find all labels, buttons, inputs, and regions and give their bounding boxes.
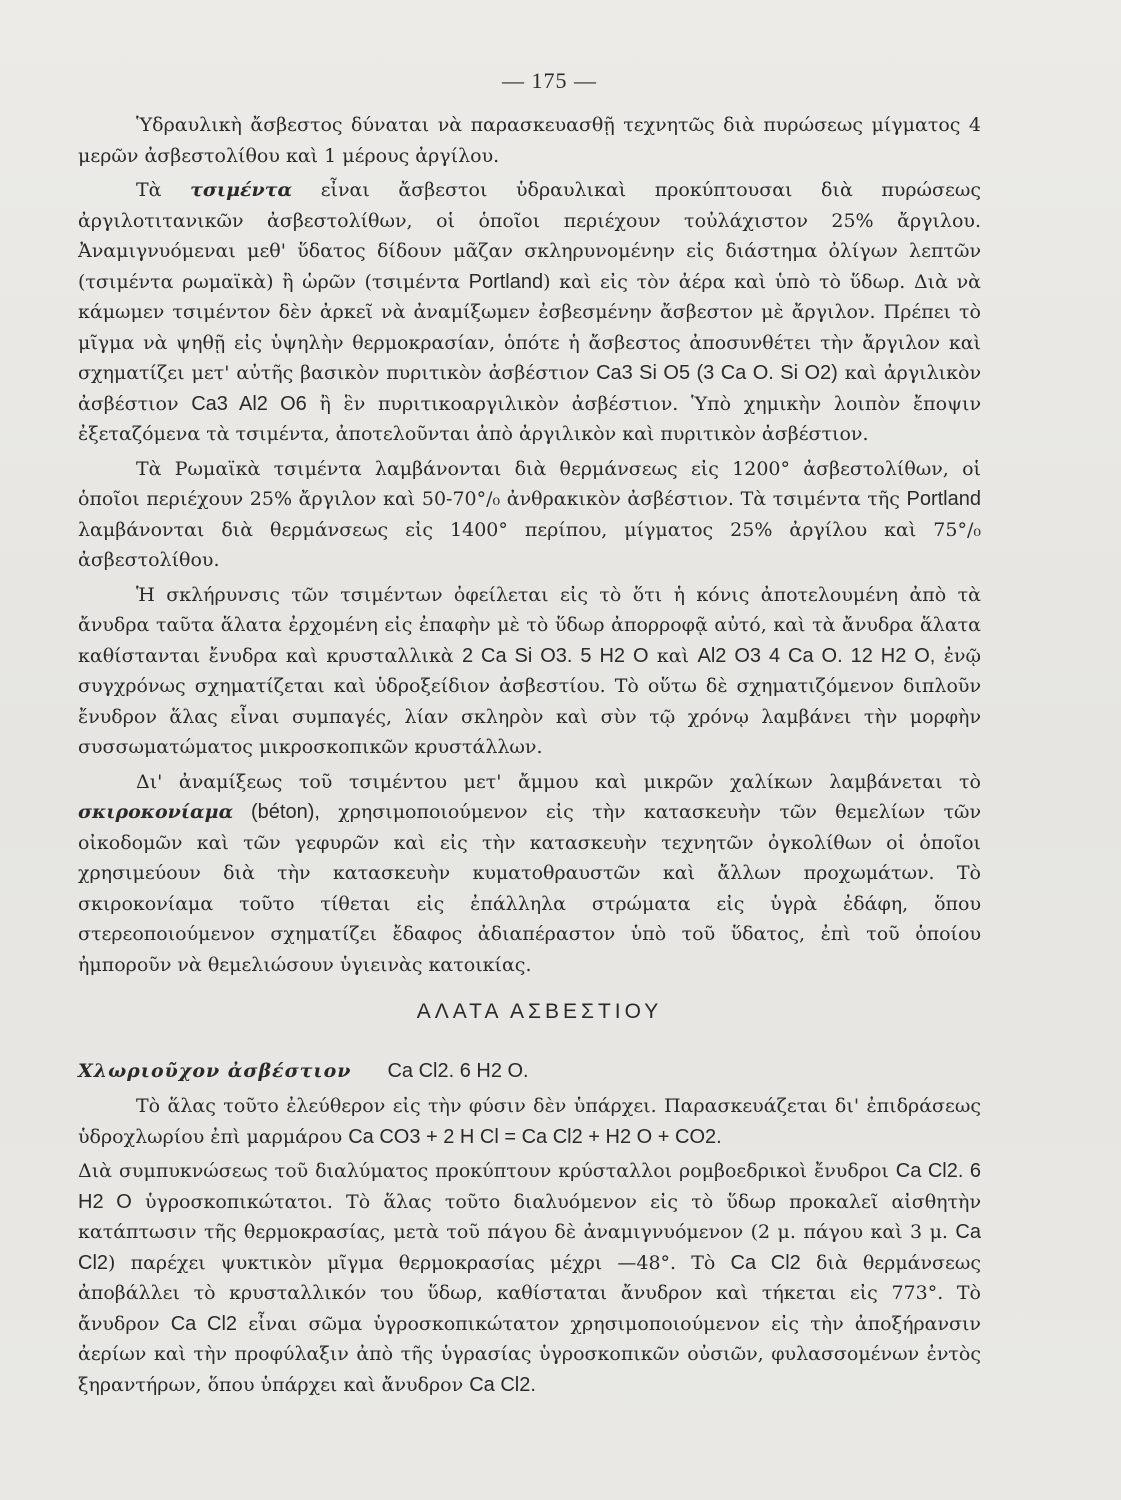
chemical-formula: Ca Cl2 (730, 1251, 801, 1274)
paragraph-text: καὶ (648, 644, 698, 667)
paragraph-text: Τὰ Ρωμαϊκὰ τσιμέντα λαμβάνονται διὰ θερμάνσεως εἰς 1200° ἀσβεστολίθων, οἱ ὁποῖοι περιέχουν 25% ἄργιλον καὶ 50-70°/₀ ἀνθρακικὸν ἀσβέστιον. Τὰ τσιμέντα τῆς (78, 457, 981, 510)
chemical-formula: Ca Cl2. (469, 1373, 536, 1396)
paragraph-text: λαμβάνονται διὰ θερμάνσεως εἰς 1400° περίπου, μίγματος 25% ἀργίλου καὶ 75°/₀ ἀσβεστολίθου. (78, 518, 981, 571)
section-heading: ΑΛΑΤΑ ΑΣΒΕΣΤΙΟΥ (416, 1000, 663, 1023)
paragraph-hardening (78, 580, 981, 763)
paragraph-text: εἶναι ἄσβεστοι ὑδραυλικαὶ προκύπτουσαι διὰ πυρώσεως ἀργιλοτιτανικῶν ἀσβεστολίθων, οἱ ὁποῖοι περιέχουν τοὐλάχιστον 25% ἄργιλου. Ἀναμιγνυόμεναι μεθ' ὕδατος δίδουν μᾶζαν σκληρυνομένην εἰς διάστημα ὀλίγων λεπτῶν (τσιμέντα ρωμαϊκὰ) ἢ ὡρῶν (τσιμέντα (78, 179, 981, 293)
chemical-formula: 2 Ca Si O3. 5 H2 O (461, 644, 649, 667)
compound-formula: Ca Cl2. 6 H2 O. (387, 1060, 529, 1082)
term-concrete: σκιροκονίαμα (78, 801, 234, 823)
compound-name: Χλωριοῦχον ἀσβέστιον (78, 1060, 352, 1082)
paragraph-hydraulic-lime (78, 110, 981, 171)
paragraph-concrete (78, 767, 981, 981)
paragraph-text: ) καὶ εἰς τὸν ἀέρα καὶ ὑπὸ τὸ ὕδωρ. Διὰ νὰ κάμωμεν τσιμέντον δὲν ἀρκεῖ νὰ ἀναμίξωμεν ἐσβεσμένην ἄσβεστον μὲ ἄργιλον. Πρέπει τὸ μῖγμα νὰ ψηθῇ εἰς ὑψηλὴν θερμοκρασίαν, ὁπότε ἡ ἄσβεστος ἀποσυνθέτει τὴν ἄργιλον καὶ σχηματίζει μετ' αὐτῆς βασικὸν πυριτικὸν ἀσβέστιον (78, 270, 981, 384)
paragraph-text: Διὰ συμπυκνώσεως τοῦ διαλύματος προκύπτουν κρύσταλλοι ρομβοεδρικοὶ ἔνυδροι (78, 1160, 896, 1182)
paragraph-roman-cements (78, 454, 981, 576)
paragraph-preparation (78, 1091, 981, 1152)
reaction-equation: Ca CO3 + 2 H Cl = Ca Cl2 + H2 O + CO2. (348, 1125, 722, 1148)
compound-heading (78, 1060, 981, 1083)
chemical-formula: Ca3 Si O5 (3 Ca O. Si O2) (596, 362, 838, 384)
chemical-formula: Ca3 Al2 O6 (191, 392, 307, 415)
paragraph-text: καὶ ἀργιλικὸν ἀσβέστιον (78, 362, 981, 415)
paragraph-properties (78, 1156, 981, 1400)
paragraph-text: Ἡ σκλήρυνσις τῶν τσιμέντων ὀφείλεται εἰς τὸ ὅτι ἡ κόνις ἀποτελουμένη ἀπὸ τὰ ἄνυδρα ταῦτα ἅλατα ἐρχομένη εἰς ἐπαφὴν μὲ τὸ ὕδωρ ἀπορροφᾷ αὐτό, καὶ τὰ ἄνυδρα ἅλατα καθίστανται ἔνυδρα καὶ κρυσταλλικὰ (78, 583, 981, 667)
paragraph-text: ) παρέχει ψυκτικὸν μῖγμα θερμοκρασίας μέχρι —48°. Τὸ (108, 1251, 731, 1274)
chemical-formula: Ca Cl2. 6 H2 O (78, 1160, 982, 1213)
paragraph-text: εἶναι σῶμα ὑγροσκοπικώτατον χρησιμοποιούμενον εἰς τὴν ἀποξήρανσιν ἀερίων καὶ τὴν προφύλαξιν ἀπὸ τῆς ὑγρασίας ὑγροσκοπικῶν οὐσιῶν, φυλασσομένων ἐντὸς ξηραντήρων, ὅπου ὑπάρχει καὶ ἄνυδρον (78, 1312, 981, 1396)
paragraph-text: Δι' ἀναμίξεως τοῦ τσιμέντου μετ' ἄμμου καὶ μικρῶν χαλίκων λαμβάνεται τὸ (136, 770, 981, 793)
chemical-formula: Ca Cl2 (170, 1312, 238, 1335)
paragraph-text: Τὰ (136, 179, 191, 201)
paragraph-text: ἢ ἓν πυριτικοαργιλικὸν ἀσβέστιον. Ὑπὸ χημικὴν λοιπὸν ἔποψιν ἐξεταζόμενα τὰ τσιμέντα, ἀποτελοῦνται ἀπὸ ἀργιλικὸν καὶ πυριτικὸν ἀσβέστιον. (78, 392, 981, 445)
paragraph-text: Τὸ ἅλας τοῦτο ἐλεύθερον εἰς τὴν φύσιν δὲν ὑπάρχει. Παρασκευάζεται δι' ἐπιδράσεως ὑδροχλωρίου ἐπὶ μαρμάρου (78, 1095, 981, 1148)
paragraph-text: Ὑδραυλικὴ ἄσβεστος δύναται νὰ παρασκευασθῇ τεχνητῶς διὰ πυρώσεως μίγματος 4 μερῶν ἀσβεστολίθου καὶ 1 μέρους ἀργίλου. (78, 114, 981, 167)
page-number: — 175 — (502, 68, 597, 93)
portland-label: Portland (906, 488, 981, 510)
paragraph-text: ἐνῷ συγχρόνως σχηματίζεται καὶ ὑδροξείδιον ἀσβεστίου. Τὸ οὕτω δὲ σχηματιζόμενον διπλοῦν ἔνυδρον ἅλας εἶναι συμπαγές, λίαν σκληρὸν καὶ σὺν τῷ χρόνῳ λαμβάνει τὴν μορφὴν συσσωματώματος μικροσκοπικῶν κρυστάλλων. (78, 644, 982, 758)
portland-label: Portland (468, 270, 544, 293)
chemical-formula: Ca Cl2 (78, 1221, 981, 1274)
paragraph-cements (78, 175, 981, 450)
paragraph-text: ὑγροσκοπικώτατοι. Τὸ ἅλας τοῦτο διαλυόμενον εἰς τὸ ὕδωρ προκαλεῖ αἰσθητὴν κατάπτωσιν τῆς θερμοκρασίας, μετὰ τοῦ πάγου δὲ ἀναμιγνυόμενον (2 μ. πάγου καὶ 3 μ. (78, 1190, 981, 1243)
paragraph-text: χρησιμοποιούμενον εἰς τὴν κατασκευὴν τῶν θεμελίων τῶν οἰκοδομῶν καὶ τῶν γεφυρῶν καὶ εἰς τὴν κατασκευὴν τεχνητῶν ὀγκολίθων οἱ ὁποῖοι χρησιμεύουν διὰ τὴν κατασκευὴν κυματοθραυστῶν καὶ ἄλλων προχωμάτων. Τὸ σκιροκονίαμα τοῦτο τίθεται εἰς ἐπάλληλα στρώματα εἰς ὑγρὰ ἐδάφη, ὅπου στερεοποιούμενον σχηματίζει ἔδαφος ἀδιαπέραστον ὑπὸ τοῦ ὕδατος, ἐπὶ τοῦ ὁποίου ἠμποροῦν νὰ θεμελιώσουν ὑγιεινὰς κατοικίας. (78, 801, 981, 976)
term-cements: τσιμέντα (190, 179, 293, 201)
beton-label: (béton), (233, 801, 320, 823)
chemical-formula: Al2 O3 4 Ca O. 12 H2 O, (697, 644, 936, 667)
paragraph-text: διὰ θερμάνσεως ἀποβάλλει τὸ κρυσταλλικόν του ὕδωρ, καθίσταται ἄνυδρον καὶ τήκεται εἰς 773°. Τὸ ἄνυδρον (78, 1251, 981, 1335)
